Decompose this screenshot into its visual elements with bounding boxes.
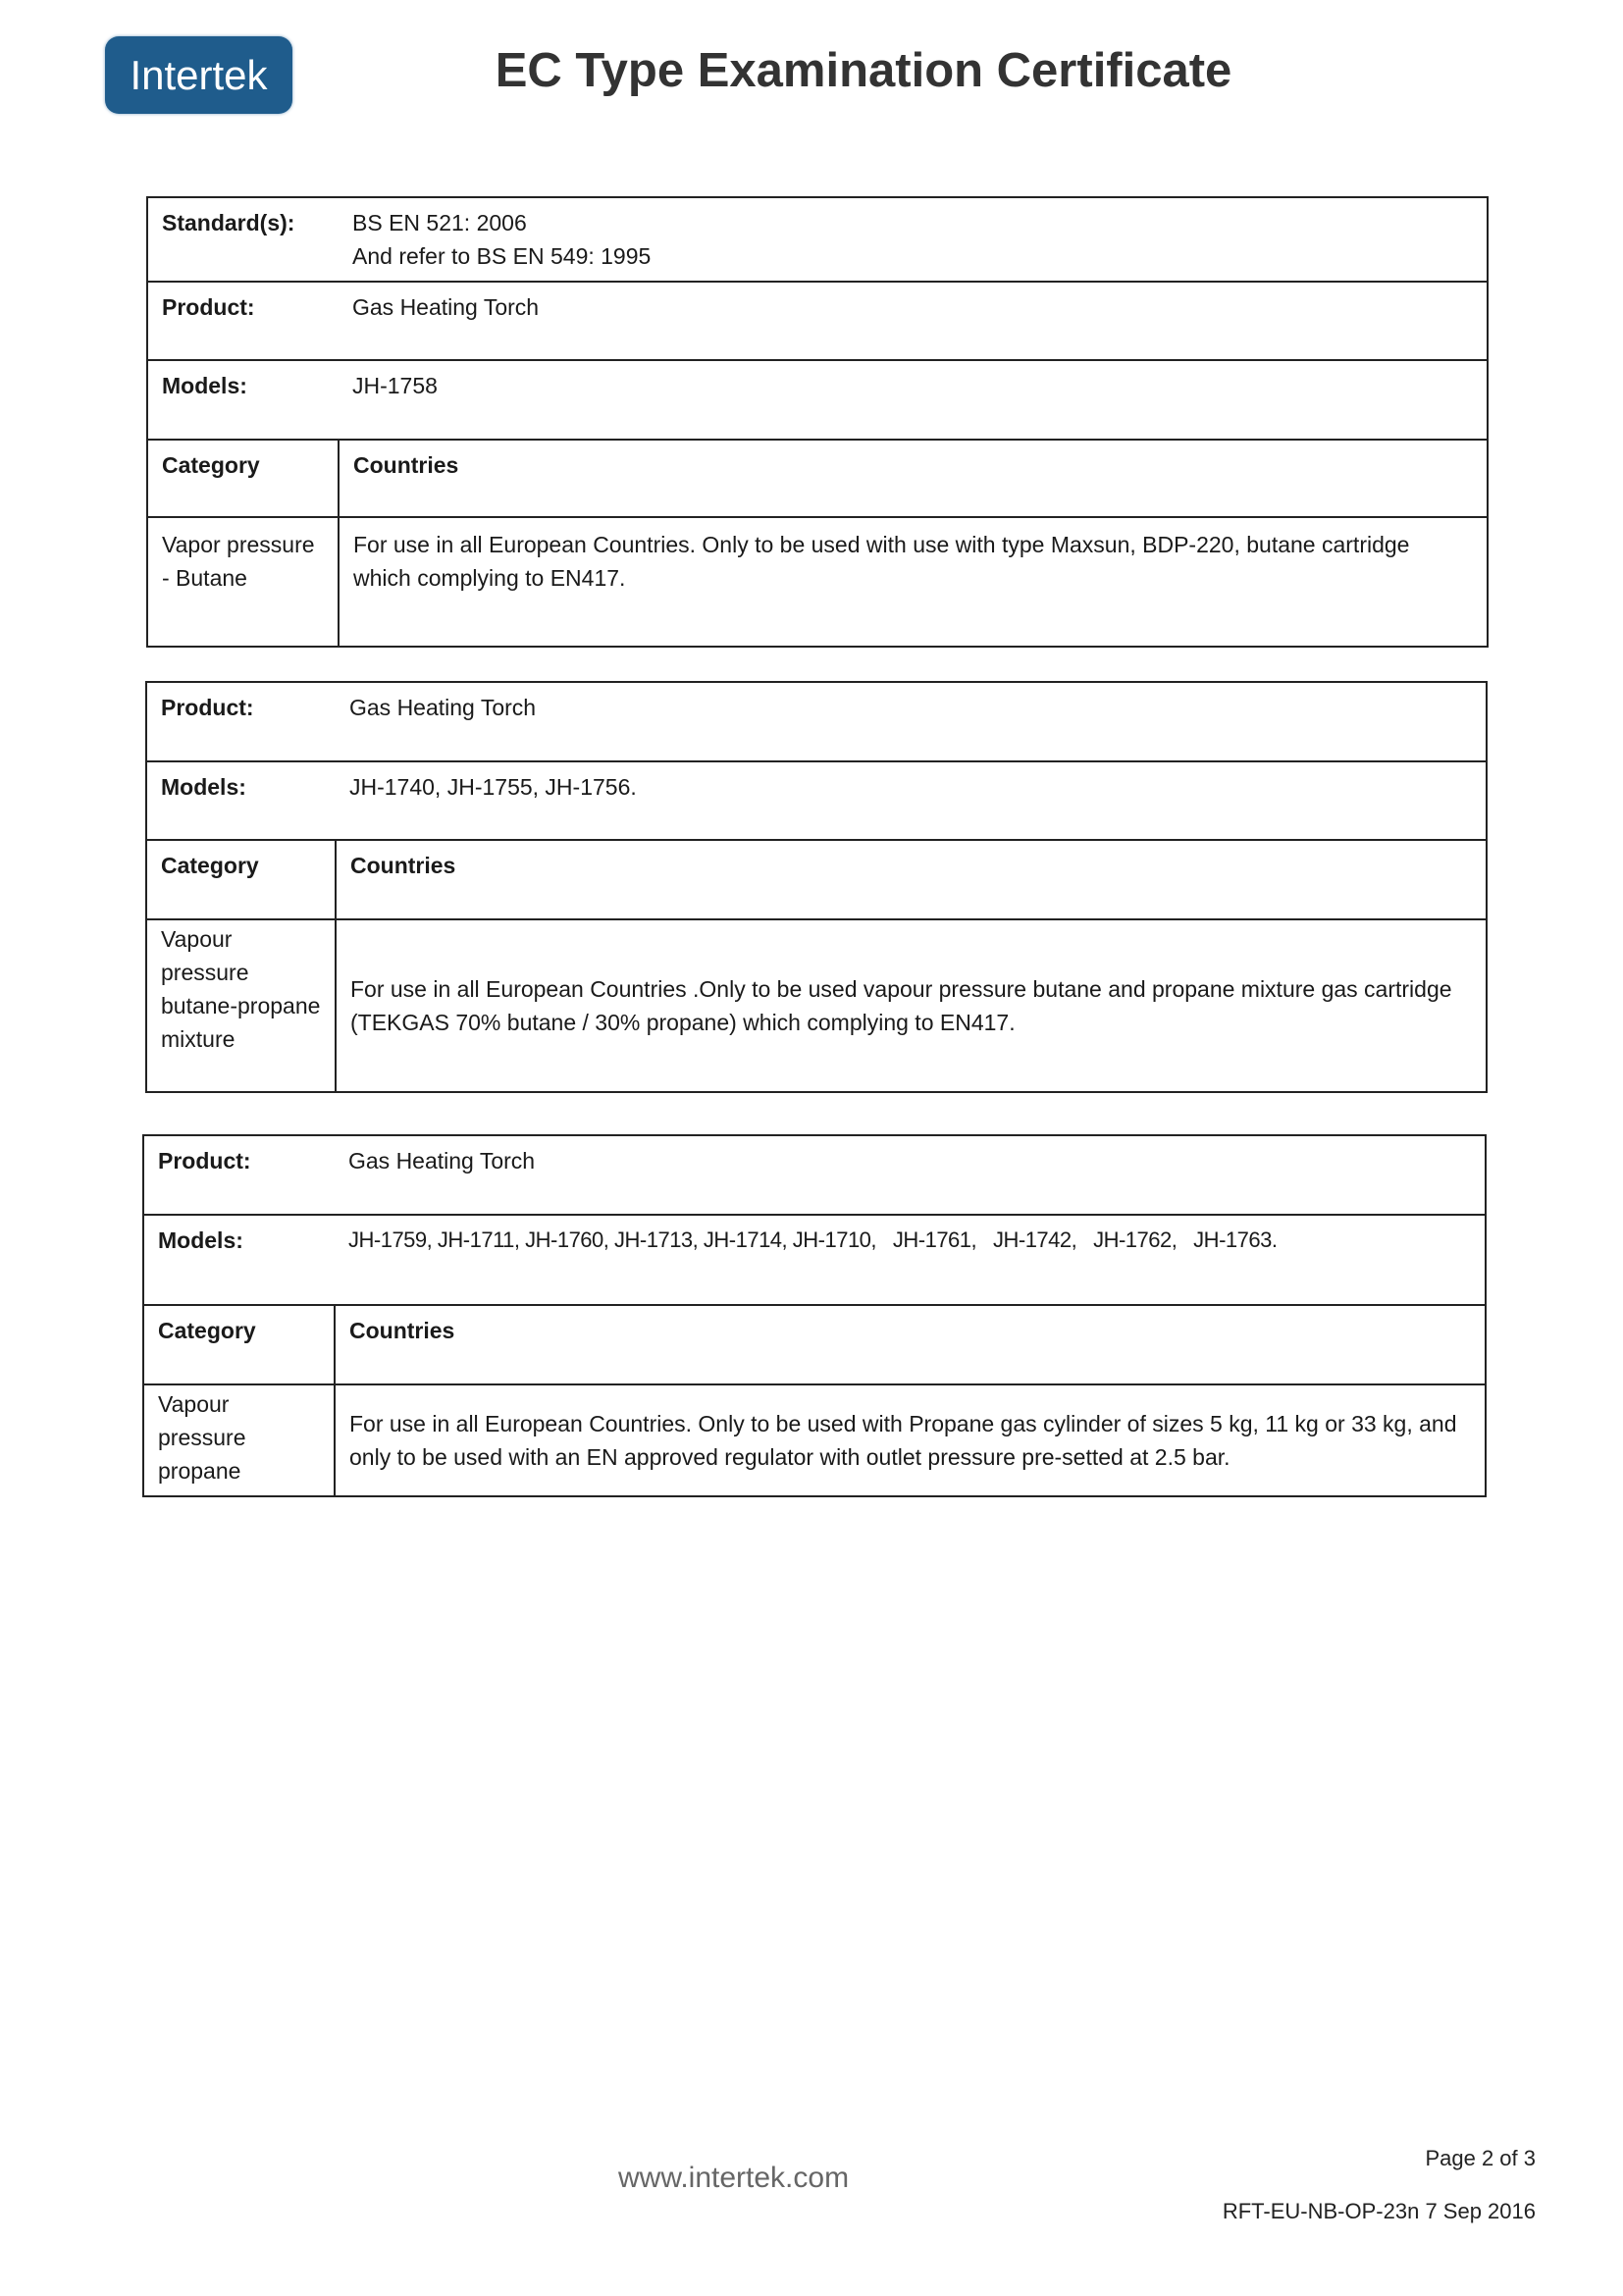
category-header: Category: [146, 840, 336, 919]
product-value: Gas Heating Torch: [335, 1135, 1486, 1215]
certificate-table-3: [142, 1134, 1487, 1497]
certificate-table-1: [146, 196, 1489, 648]
countries-value: For use in all European Countries. Only to be used with Propane gas cylinder of sizes 5 kg, 11 kg or 33 kg, and only to be used with an EN approved regulator with outlet pressure pre-setted at 2.5 bar.: [335, 1384, 1486, 1496]
category-header: Category: [143, 1305, 335, 1384]
intertek-logo: Intertek: [105, 36, 292, 114]
certificate-table-2: [145, 681, 1488, 1093]
website-link[interactable]: www.intertek.com: [618, 2162, 850, 2194]
countries-value: For use in all European Countries. Only to be used with use with type Maxsun, BDP-220, butane cartridge which complying to EN417.: [339, 517, 1488, 647]
models-value: JH-1759, JH-1711, JH-1760, JH-1713, JH-1714, JH-1710, JH-1761, JH-1742, JH-1762, JH-1763.: [335, 1215, 1486, 1305]
document-reference: RFT-EU-NB-OP-23n 7 Sep 2016: [1222, 2199, 1536, 2223]
models-value: JH-1740, JH-1755, JH-1756.: [336, 761, 1487, 840]
models-value: JH-1758: [339, 360, 1488, 440]
countries-header: Countries: [335, 1305, 1486, 1384]
product-label: Product:: [143, 1135, 335, 1215]
category-value: Vapour pressure propane: [143, 1384, 335, 1496]
models-label: Models:: [143, 1215, 335, 1305]
page-number: Page 2 of 3: [1425, 2146, 1536, 2170]
category-header: Category: [147, 440, 339, 517]
countries-value: For use in all European Countries .Only to be used vapour pressure butane and propane mixture gas cartridge (TEKGAS 70% butane / 30% propane) which complying to EN417.: [336, 919, 1487, 1092]
standards-label: Standard(s):: [147, 197, 339, 282]
product-value: Gas Heating Torch: [336, 682, 1487, 761]
countries-header: Countries: [336, 840, 1487, 919]
product-label: Product:: [147, 282, 339, 360]
countries-header: Countries: [339, 440, 1488, 517]
standard-line: And refer to BS EN 549: 1995: [352, 243, 652, 269]
standards-value: [339, 197, 1488, 282]
product-label: Product:: [146, 682, 336, 761]
models-label: Models:: [146, 761, 336, 840]
category-value: Vapor pressure - Butane: [147, 517, 339, 647]
standard-line: BS EN 521: 2006: [352, 210, 527, 235]
page-title: EC Type Examination Certificate: [495, 44, 1232, 97]
category-value: Vapour pressure butane-propane mixture: [146, 919, 336, 1092]
product-value: Gas Heating Torch: [339, 282, 1488, 360]
models-label: Models:: [147, 360, 339, 440]
